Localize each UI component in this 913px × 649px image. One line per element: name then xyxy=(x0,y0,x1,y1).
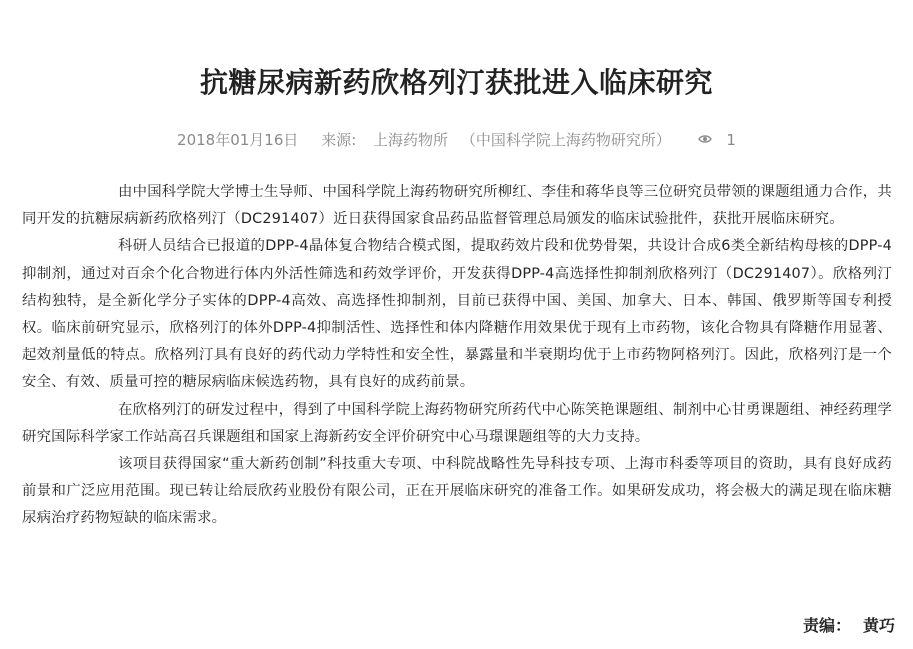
source-label: 来源: xyxy=(321,131,357,149)
view-count: 1 xyxy=(726,131,736,149)
source-name[interactable]: 上海药物所 xyxy=(373,131,449,149)
article-title: 抗糖尿病新药欣格列汀获批进入临床研究 xyxy=(199,65,713,99)
article-meta xyxy=(0,130,913,150)
publish-date: 2018年01月16日 xyxy=(177,131,299,149)
paragraph-4: 该项目获得国家“重大新药创制”科技重大专项、中科院战略性先导科技专项、上海市科委等项目的资助，具有良好成药前景和广泛应用范围。现已转让给辰欣药业股份有限公司，正在开展临床研究的准备工作。如果研发成功，将会极大的满足现在临床糖尿病治疗药物短缺的临床需求。 xyxy=(22,456,892,527)
paragraph-2: 科研人员结合已报道的DPP-4晶体复合物结合模式图，提取药效片段和优势骨架，共设计合成6类全新结构母核的DPP-4抑制剂，通过对百余个化合物进行体内外活性筛选和药效学评价，开发获得DPP-4高选择性抑制剂欣格列汀（DC291407）。欣格列汀结构独特，是全新化学分子实体的DPP-4高效、高选择性抑制剂，目前已获得中国、美国、加拿大、日本、韩国、俄罗斯等国专利授权。临床前研究显示，欣格列汀的体外DPP-4抑制活性、选择性和体内降糖作用效果优于现有上市药物，该化合物具有降糖作用显著、起效剂量低的特点。欣格列汀具有良好的药代动力学特性和安全性，暴露量和半衰期均优于上市药物阿格列汀。因此，欣格列汀是一个安全、有效、质量可控的糖尿病临床候选药物，具有良好的成药前景。 xyxy=(22,238,892,391)
editor-credit xyxy=(803,614,895,638)
paragraph-3: 在欣格列汀的研发过程中，得到了中国科学院上海药物研究所药代中心陈笑艳课题组、制剂中心甘勇课题组、神经药理学研究国际科学家工作站高召兵课题组和国家上海新药安全评价研究中心马璟课题组等的大力支持。 xyxy=(22,401,892,445)
source-full-name: （中国科学院上海药物研究所） xyxy=(460,131,671,149)
editor-label: 责编： xyxy=(802,616,851,635)
eye-icon xyxy=(698,129,712,149)
article-body xyxy=(22,179,892,533)
paragraph-1: 由中国科学院大学博士生导师、中国科学院上海药物研究所柳红、李佳和蒋华良等三位研究员带领的课题组通力合作，共同开发的抗糖尿病新药欣格列汀（DC291407）近日获得国家食品药品监督管理总局颁发的临床试验批件，获批开展临床研究。 xyxy=(22,184,892,228)
editor-name: 黄巧 xyxy=(862,616,895,635)
